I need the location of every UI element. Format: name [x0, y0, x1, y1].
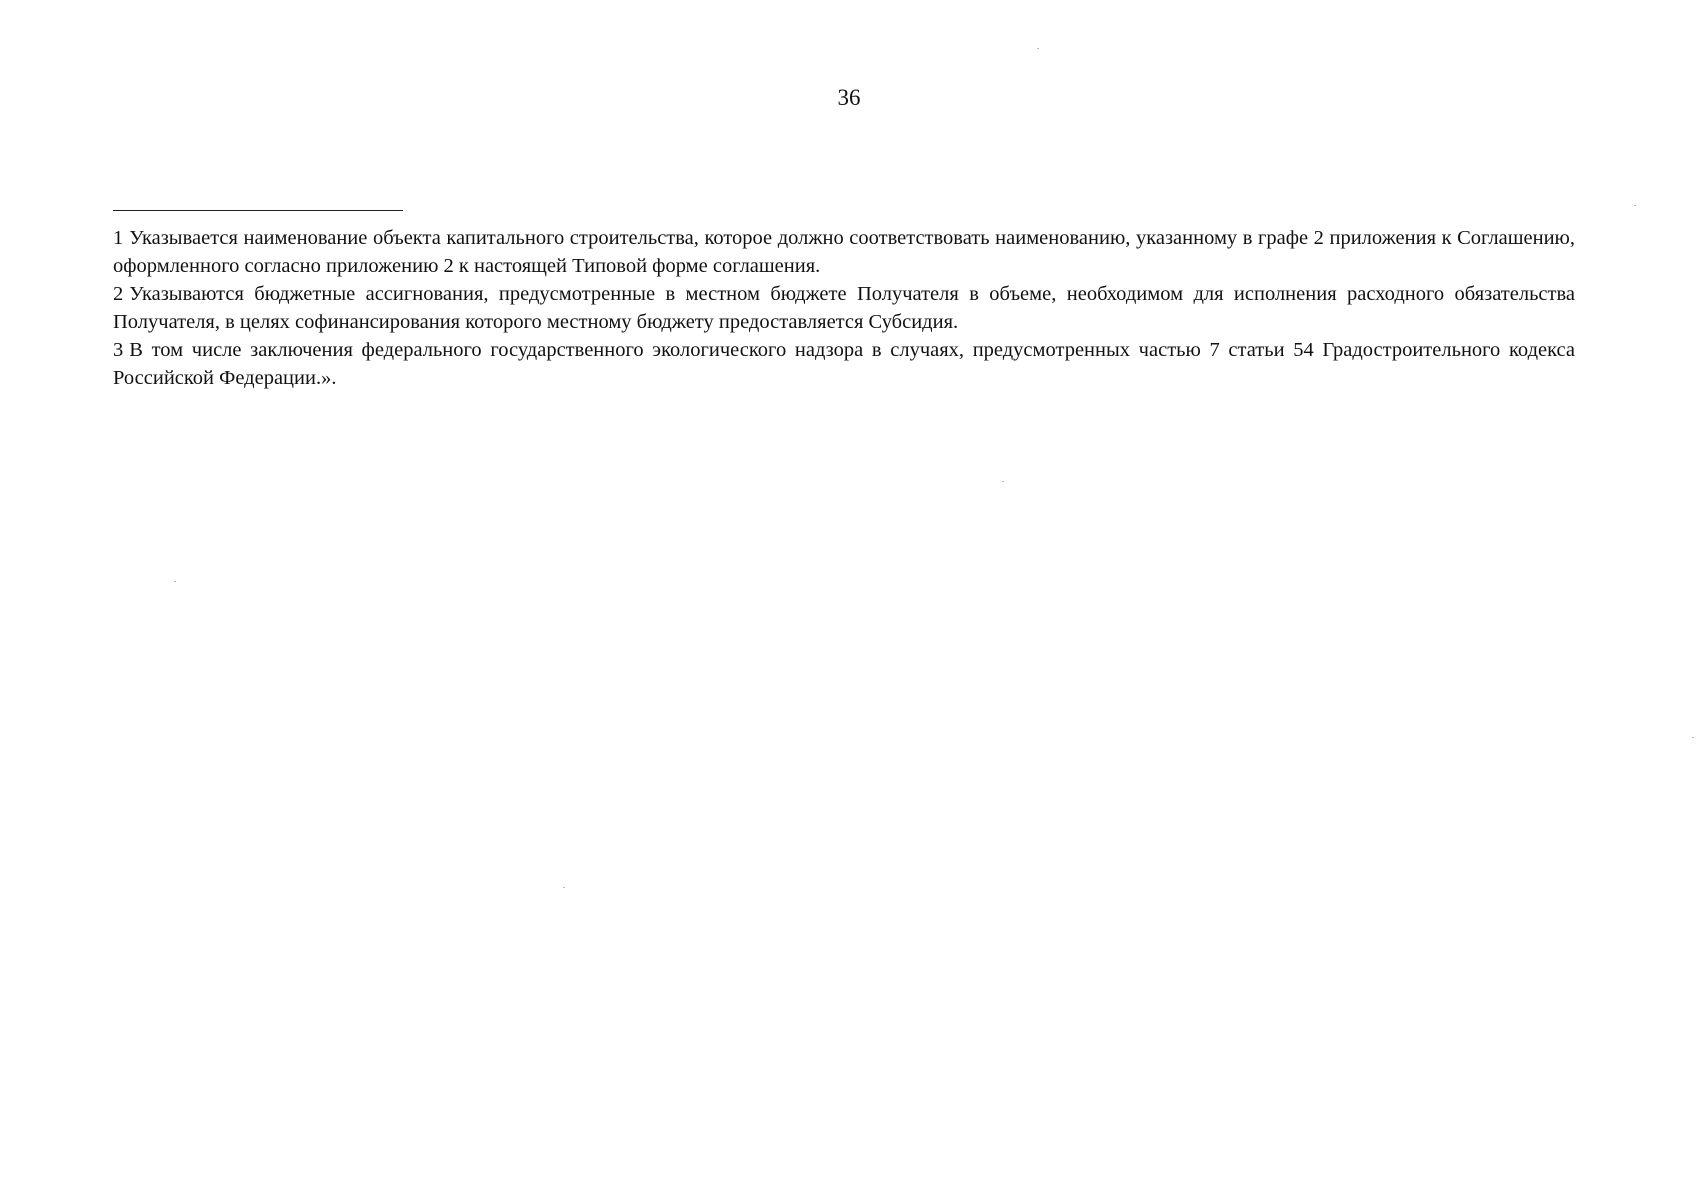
footnote-text: Указываются бюджетные ассигнования, предусмотренные в местном бюджете Получателя в объеме, необходимом для исполнения расходного обязательства Получателя, в целях софинансирования которого местному бюджету предоставляется Субсидия.: [113, 283, 1575, 333]
page-number: 36: [837, 85, 861, 110]
footnote-1: [113, 224, 1575, 280]
scan-speck: [1634, 205, 1636, 206]
scan-speck: [1692, 737, 1694, 738]
footnote-2: [113, 280, 1575, 336]
footnote-3: [113, 336, 1575, 392]
scan-speck: [1002, 481, 1004, 482]
footnote-marker: 1: [113, 227, 124, 249]
footnote-text: Указывается наименование объекта капитального строительства, которое должно соответствовать наименованию, указанному в графе 2 приложения к Соглашению, оформленного согласно приложению 2 к настоящей Типовой форме соглашения.: [113, 227, 1575, 277]
scan-speck: [563, 887, 565, 888]
footnote-marker: 3: [113, 339, 124, 361]
footnotes-section: [113, 224, 1575, 392]
scan-speck: [174, 581, 176, 582]
scan-speck: [1037, 48, 1039, 49]
footnote-separator: [113, 210, 403, 211]
footnote-marker: 2: [113, 283, 124, 305]
footnote-text: В том числе заключения федерального государственного экологического надзора в случаях, предусмотренных частью 7 статьи 54 Градостроительного кодекса Российской Федерации.».: [113, 339, 1575, 389]
